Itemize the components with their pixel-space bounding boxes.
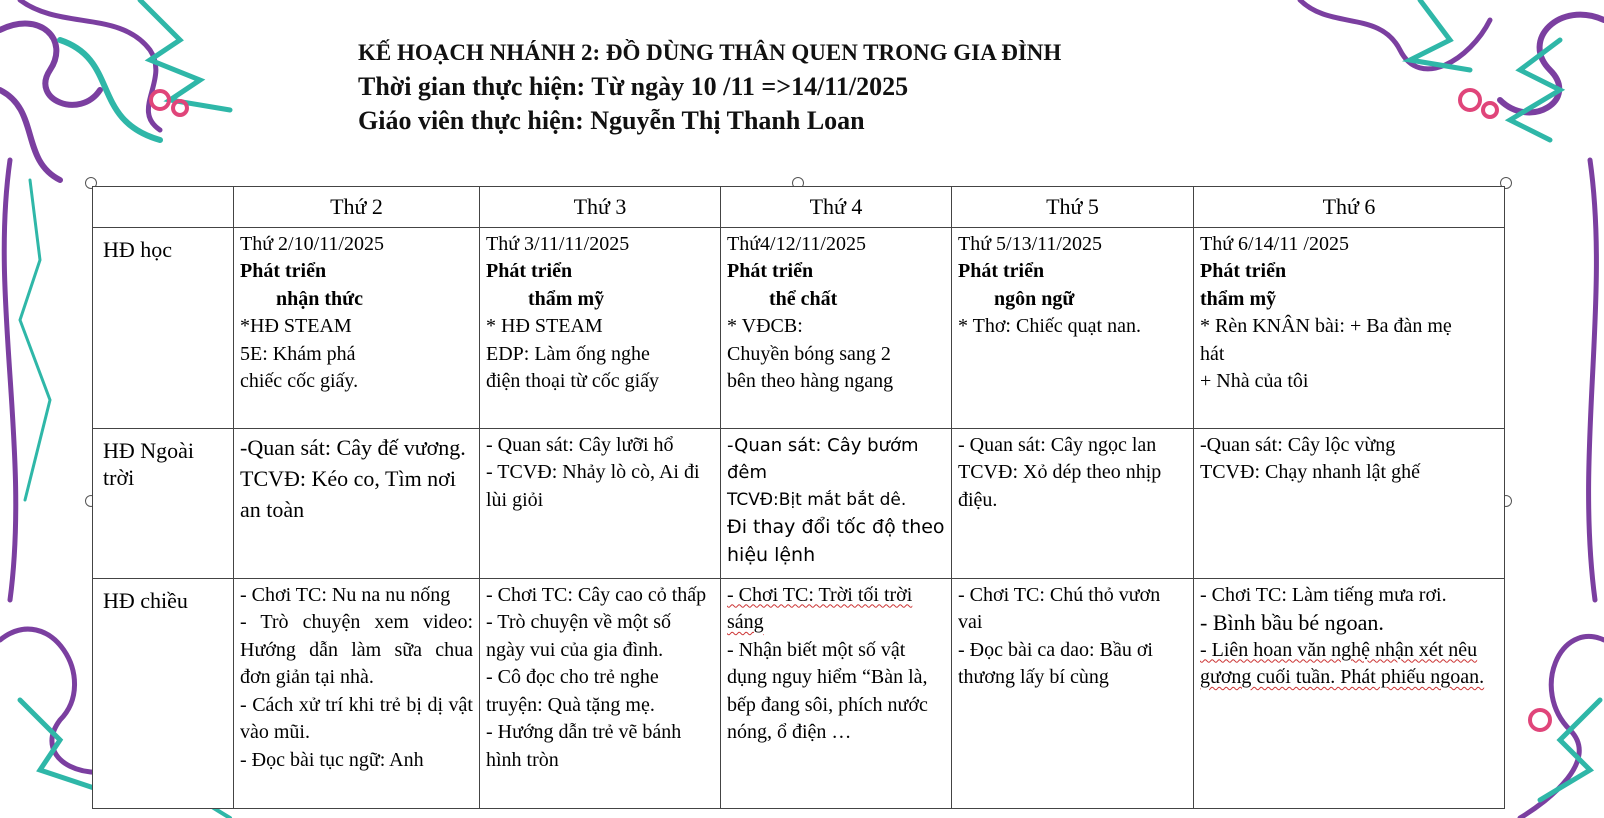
table-cell[interactable]: Thứ 2/10/11/2025 Phát triển nhận thức *HĐ STEAM 5E: Khám phá chiếc cốc giấy. — [234, 227, 480, 428]
row-label: HĐ học — [93, 227, 234, 428]
table-cell[interactable]: Thứ4/12/11/2025 Phát triển thể chất * VĐCB: Chuyền bóng sang 2 bên theo hàng ngang — [721, 227, 952, 428]
row-label: HĐ Ngoài trời — [93, 428, 234, 578]
column-header: Thứ 5 — [952, 187, 1194, 228]
table-cell[interactable]: Thứ 5/13/11/2025 Phát triển ngôn ngữ * Thơ: Chiếc quạt nan. — [952, 227, 1194, 428]
table-cell[interactable]: Thứ 6/14/11 /2025 Phát triển thẩm mỹ * Rèn KNÂN bài: + Ba đàn mẹ hát + Nhà của tôi — [1194, 227, 1505, 428]
table-row — [93, 578, 1505, 808]
table-cell[interactable]: - Chơi TC: Chú thỏ vươn vai - Đọc bài ca dao: Bầu ơi thương lấy bí cùng — [952, 578, 1194, 808]
plan-time: Thời gian thực hiện: Từ ngày 10 /11 =>14/11/2025 — [358, 72, 909, 101]
table-cell[interactable]: - Quan sát: Cây lưỡi hổ - TCVĐ: Nhảy lò cò, Ai đi lùi giỏi — [480, 428, 721, 578]
table-cell[interactable]: Thứ 3/11/11/2025 Phát triển thẩm mỹ * HĐ STEAM EDP: Làm ống nghe điện thoại từ cốc giấy — [480, 227, 721, 428]
plan-title: KẾ HOẠCH NHÁNH 2: ĐỒ DÙNG THÂN QUEN TRONG GIA ĐÌNH — [358, 40, 1062, 65]
table-cell[interactable]: - Quan sát: Cây ngọc lan TCVĐ: Xỏ dép theo nhịp điệu. — [952, 428, 1194, 578]
column-header: Thứ 4 — [721, 187, 952, 228]
table-cell[interactable]: -Quan sát: Cây đế vương. TCVĐ: Kéo co, Tìm nơi an toàn — [234, 428, 480, 578]
table-cell[interactable]: - Chơi TC: Cây cao cỏ thấp - Trò chuyện về một số ngày vui của gia đình. - Cô đọc cho trẻ nghe truyện: Quà tặng mẹ. - Hướng dẫn trẻ vẽ bánh hình tròn — [480, 578, 721, 808]
header-corner-cell — [93, 187, 234, 228]
column-header: Thứ 2 — [234, 187, 480, 228]
column-header: Thứ 6 — [1194, 187, 1505, 228]
table-cell[interactable]: - Chơi TC: Trời tối trời sáng - Nhận biết một số vật dụng nguy hiểm “Bàn là, bếp đang sôi, phích nước nóng, ổ điện … — [721, 578, 952, 808]
table-row — [93, 227, 1505, 428]
table-row — [93, 428, 1505, 578]
row-label: HĐ chiều — [93, 578, 234, 808]
column-header: Thứ 3 — [480, 187, 721, 228]
table-cell[interactable]: -Quan sát: Cây bướm đêm TCVĐ:Bịt mắt bắt dê. Đi thay đổi tốc độ theo hiệu lệnh — [721, 428, 952, 578]
table-header-row — [93, 187, 1505, 228]
weekly-plan-table[interactable] — [92, 186, 1505, 809]
table-cell[interactable]: -Quan sát: Cây lộc vừng TCVĐ: Chạy nhanh lật ghế — [1194, 428, 1505, 578]
document-header — [358, 36, 1061, 138]
table-cell[interactable]: - Chơi TC: Nu na nu nống - Trò chuyện xem video: Hướng dẫn làm sữa chua đơn giản tại nhà. - Cách xử trí khi trẻ bị dị vật vào mũi. - Đọc bài tục ngữ: Anh — [234, 578, 480, 808]
table-cell[interactable]: - Chơi TC: Làm tiếng mưa rơi. - Bình bầu bé ngoan. - Liên hoan văn nghệ nhận xét nêu gương cuối tuần. Phát phiếu ngoan. — [1194, 578, 1505, 808]
plan-teacher: Giáo viên thực hiện: Nguyễn Thị Thanh Loan — [358, 106, 865, 135]
